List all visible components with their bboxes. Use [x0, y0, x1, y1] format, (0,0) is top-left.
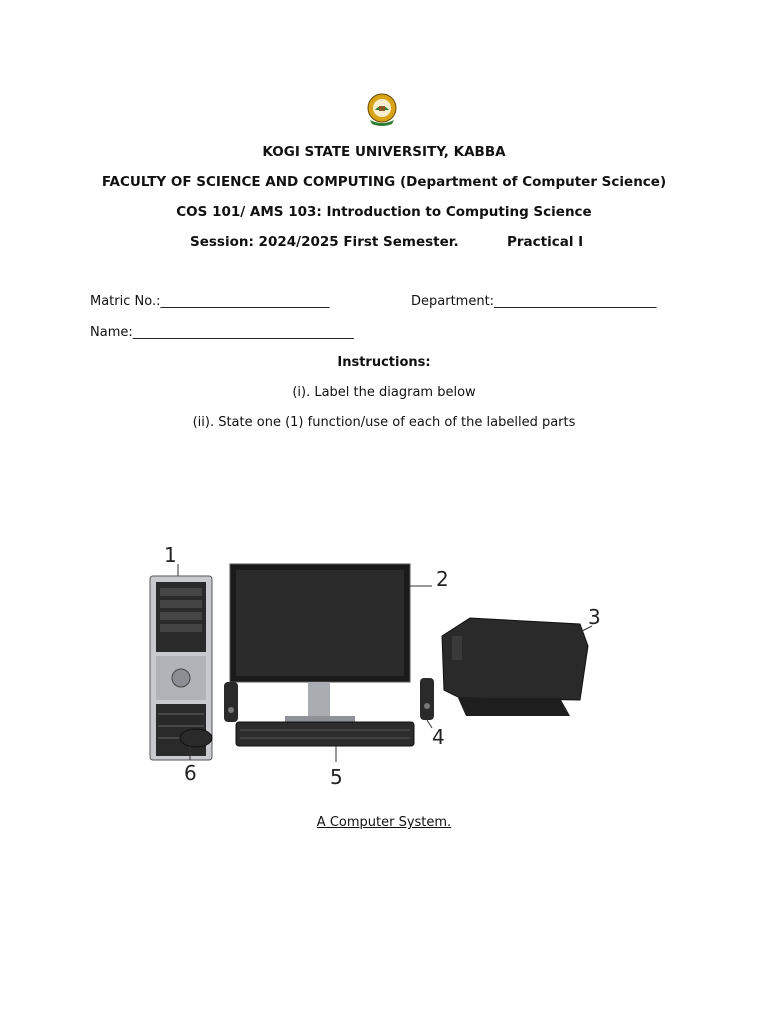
- instructions-title: Instructions:: [337, 355, 431, 370]
- name-label: Name:: [90, 325, 133, 340]
- instruction-item-1: (i). Label the diagram below: [292, 385, 476, 400]
- diagram-caption: A Computer System.: [316, 815, 452, 830]
- label-6: 6: [184, 761, 197, 785]
- label-3: 3: [588, 605, 601, 629]
- university-name: KOGI STATE UNIVERSITY, KABBA: [262, 144, 506, 160]
- course-title: COS 101/ AMS 103: Introduction to Computing Science: [176, 204, 592, 220]
- mouse: [180, 729, 212, 747]
- department-label: Department:: [411, 294, 495, 309]
- matric-label: Matric No.:: [90, 294, 161, 309]
- practical-label: Practical I: [507, 234, 584, 250]
- university-logo: [364, 92, 400, 128]
- label-1: 1: [164, 543, 177, 567]
- label-4: 4: [432, 725, 445, 749]
- matric-blank: __________________________: [160, 294, 330, 309]
- instruction-item-2: (ii). State one (1) function/use of each of the labelled parts: [192, 415, 576, 430]
- session-text: Session: 2024/2025 First Semester.: [190, 234, 459, 250]
- department-blank: _________________________: [494, 294, 657, 309]
- label-5: 5: [330, 765, 343, 789]
- name-blank: __________________________________: [132, 325, 354, 340]
- faculty-name: FACULTY OF SCIENCE AND COMPUTING (Department of Computer Science): [101, 174, 667, 190]
- department-field[interactable]: [411, 294, 657, 309]
- computer-system-diagram: [140, 540, 620, 790]
- matric-field[interactable]: [90, 294, 329, 309]
- monitor: [230, 564, 410, 724]
- keyboard: [236, 722, 414, 746]
- name-field[interactable]: [90, 325, 354, 340]
- printer: [442, 618, 588, 716]
- label-2: 2: [436, 567, 449, 591]
